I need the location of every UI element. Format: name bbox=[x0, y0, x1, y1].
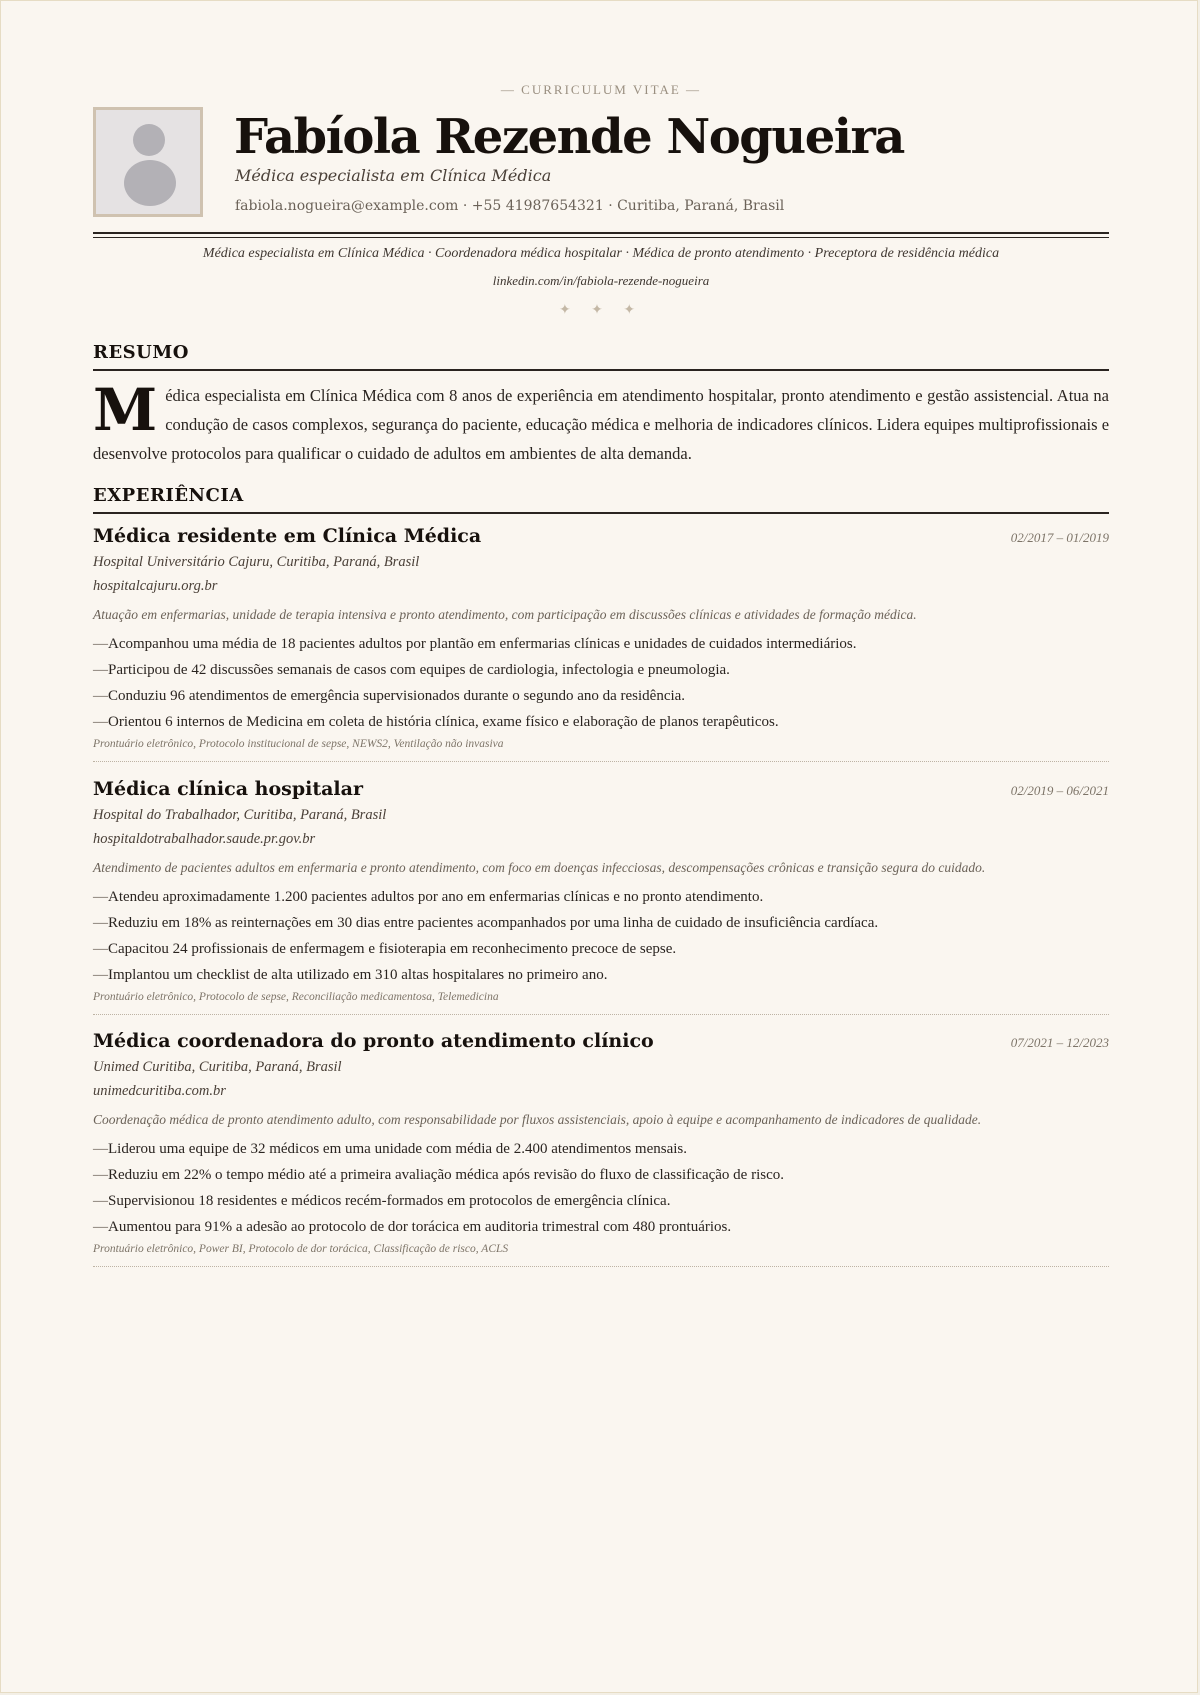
achievement-item: —Aumentou para 91% a adesão ao protocolo de dor torácica em auditoria trimestral com 480 prontuários. bbox=[93, 1219, 732, 1235]
achievement-item: —Implantou um checklist de alta utilizado em 310 altas hospitalares no primeiro ano. bbox=[93, 967, 608, 983]
job-website[interactable]: hospitaldotrabalhador.saude.pr.gov.br bbox=[93, 831, 316, 847]
achievement-item: —Conduziu 96 atendimentos de emergência supervisionados durante o segundo ano da residência. bbox=[93, 688, 686, 704]
job-skills: Prontuário eletrônico, Protocolo de sepse, Reconciliação medicamentosa, Telemedicina bbox=[93, 991, 499, 1003]
job-skills: Prontuário eletrônico, Protocolo institucional de sepse, NEWS2, Ventilação não invasiva bbox=[93, 738, 504, 750]
job-title: Médica clínica hospitalar bbox=[93, 778, 363, 800]
job-website[interactable]: hospitalcajuru.org.br bbox=[93, 578, 218, 594]
job-title: Médica coordenadora do pronto atendimento clínico bbox=[93, 1030, 654, 1052]
job-description: Coordenação médica de pronto atendimento adulto, com responsabilidade por fluxos assistenciais, apoio à equipe e acompanhamento de indicadores de qualidade. bbox=[93, 1112, 982, 1127]
headline: Médica especialista em Clínica Médica bbox=[235, 166, 552, 185]
job-company: Hospital Universitário Cajuru, Curitiba, Paraná, Brasil bbox=[93, 554, 420, 570]
professional-titles: Médica especialista em Clínica Médica · Coordenadora médica hospitalar · Médica de pronto atendimento · Preceptora de residência médica bbox=[202, 246, 1000, 261]
job-description: Atuação em enfermarias, unidade de terapia intensiva e pronto atendimento, com participação em discussões clínicas e atividades de formação médica. bbox=[93, 607, 917, 622]
achievement-item: —Reduziu em 22% o tempo médio até a primeira avaliação médica após revisão do fluxo de classificação de risco. bbox=[93, 1167, 784, 1183]
entry-divider bbox=[93, 761, 1109, 762]
job-website[interactable]: unimedcuritiba.com.br bbox=[93, 1083, 226, 1099]
achievement-item: —Participou de 42 discussões semanais de casos com equipes de cardiologia, infectologia e pneumologia. bbox=[93, 662, 730, 678]
achievement-item: —Atendeu aproximadamente 1.200 pacientes adultos por ano em enfermarias clínicas e no pronto atendimento. bbox=[93, 889, 764, 905]
person-silhouette-body bbox=[124, 160, 176, 206]
achievement-item: —Orientou 6 internos de Medicina em coleta de história clínica, exame físico e elaboração de planos terapêuticos. bbox=[93, 714, 779, 730]
profile-photo-placeholder bbox=[93, 107, 203, 217]
star-ornament-icon: ✦ ✦ ✦ bbox=[558, 302, 644, 318]
achievement-item: —Acompanhou uma média de 18 pacientes adultos por plantão em enfermarias clínicas e unidades de cuidados intermediários. bbox=[93, 636, 857, 652]
entry-divider bbox=[93, 1266, 1109, 1267]
section-title-experience: EXPERIÊNCIA bbox=[93, 485, 1109, 514]
job-title: Médica residente em Clínica Médica bbox=[93, 525, 482, 547]
achievement-item: —Capacitou 24 profissionais de enfermagem e fisioterapia em reconhecimento precoce de sepse. bbox=[93, 941, 677, 957]
job-dates: 02/2019 – 06/2021 bbox=[1010, 783, 1109, 798]
job-company: Hospital do Trabalhador, Curitiba, Paraná, Brasil bbox=[93, 807, 387, 823]
job-dates: 07/2021 – 12/2023 bbox=[1010, 1035, 1109, 1050]
entry-divider bbox=[93, 1014, 1109, 1015]
cv-label: — CURRICULUM VITAE — bbox=[500, 82, 702, 97]
achievement-item: —Supervisionou 18 residentes e médicos recém-formados em protocolos de emergência clínica. bbox=[93, 1193, 671, 1209]
job-achievements bbox=[93, 884, 1109, 988]
achievement-item: —Reduziu em 18% as reinternações em 30 dias entre pacientes acompanhados por uma linha de cuidado de insuficiência cardíaca. bbox=[93, 915, 879, 931]
job-dates: 02/2017 – 01/2019 bbox=[1010, 530, 1109, 545]
job-company: Unimed Curitiba, Curitiba, Paraná, Brasil bbox=[93, 1059, 342, 1075]
job-description: Atendimento de pacientes adultos em enfermaria e pronto atendimento, com foco em doenças infecciosas, descompensações crônicas e transição segura do cuidado. bbox=[93, 860, 986, 875]
candidate-name: Fabíola Rezende Nogueira bbox=[234, 109, 904, 165]
person-silhouette-icon bbox=[133, 124, 165, 156]
job-achievements bbox=[93, 1136, 1109, 1240]
job-skills: Prontuário eletrônico, Power BI, Protocolo de dor torácica, Classificação de risco, ACLS bbox=[93, 1243, 509, 1255]
job-achievements bbox=[93, 631, 1109, 735]
summary-text-block bbox=[93, 376, 1110, 468]
summary-dropcap: M bbox=[93, 376, 158, 444]
achievement-item: —Liderou uma equipe de 32 médicos em uma unidade com média de 2.400 atendimentos mensais. bbox=[93, 1141, 688, 1157]
linkedin-link[interactable]: linkedin.com/in/fabiola-rezende-nogueira bbox=[492, 273, 710, 288]
header-divider bbox=[93, 232, 1109, 238]
section-title-summary: RESUMO bbox=[93, 342, 1109, 371]
summary-text: édica especialista em Clínica Médica com 8 anos de experiência em atendimento hospitalar, pronto atendimento e gestão assistencial. Atua na condução de casos complexos, segurança do paciente, educação médica e melhoria de indicadores clínicos. Lidera equipes multiprofissionais e desenvolve protocolos para qualificar o cuidado de adultos em ambientes de alta demanda. bbox=[93, 386, 1110, 463]
contact-line: fabiola.nogueira@example.com · +55 41987654321 · Curitiba, Paraná, Brasil bbox=[235, 198, 785, 214]
